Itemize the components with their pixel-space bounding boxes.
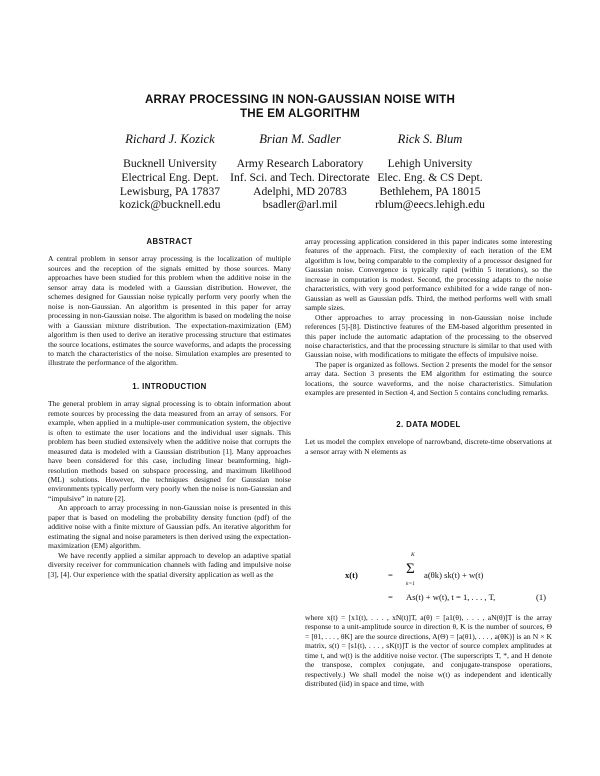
equation-equals: = <box>388 592 393 602</box>
equation-lhs: x(t) <box>345 570 358 580</box>
paragraph: An approach to array processing in non-Gaussian noise is presented in this paper that is based on modeling the probability density function (pdf) of the additive noise with a finite mixture of Gaussian pdfs. An iterative algorithm for estimating the signal and noise parameters is then derived using the expectation-maximization (EM) algorithm. <box>48 503 291 551</box>
right-column-continued <box>305 613 552 689</box>
author-email: rblum@eecs.lehigh.edu <box>375 198 485 212</box>
affiliation-line: Lewisburg, PA 17837 <box>119 184 221 198</box>
affiliation-line: Adelphi, MD 20783 <box>253 184 347 198</box>
title-line-2: THE EM ALGORITHM <box>240 107 360 120</box>
author-name: Rick S. Blum <box>397 132 463 146</box>
author-name: Richard J. Kozick <box>125 132 215 146</box>
author-affiliation <box>330 157 530 212</box>
section-heading-data-model: 2. DATA MODEL <box>396 419 461 429</box>
equation-rhs: As(t) + w(t), t = 1, . . . , T, <box>406 592 496 602</box>
author-email: bsadler@arl.mil <box>262 198 338 212</box>
equation-equals: = <box>388 570 393 580</box>
paper-title <box>0 93 600 121</box>
left-column <box>48 237 291 579</box>
affiliation-line: Inf. Sci. and Tech. Directorate <box>230 170 370 184</box>
affiliation-line: Electrical Eng. Dept. <box>121 170 219 184</box>
paragraph: Let us model the complex envelope of narrowband, discrete-time observations at a sensor array with N elements as <box>305 437 552 456</box>
paragraph: The paper is organized as follows. Section 2 presents the model for the sensor array data. Section 3 presents the EM algorithm for estimating the source locations, the source waveforms, and the noise characteristics. Simulation examples are presented in Section 4, and Section 5 contains concluding remarks. <box>305 359 552 398</box>
affiliation-line: Army Research Laboratory <box>236 157 364 170</box>
paragraph: array processing application considered in this paper indicates some interesting features of the approach. First, the complexity of each iteration of the EM algorithm is low, being comparable to the complexity of a processor designed for Gaussian noise. Convergence is typically rapid (within 5 iterations), so the increase in computation is modest. Second, the processing adapts to the noise characteristics, with very good performance exhibited for a wide range of non-Gaussian as well as Gaussian pdfs. Third, the method performs well with small sample sizes. <box>305 237 552 313</box>
summation-lower-limit: k=1 <box>406 581 415 587</box>
abstract-text: A central problem in sensor array processing is the localization of multiple sources and the reception of the signals emitted by those sources. Many approaches have been studied for this problem when the additive noise in the sensor array data is modeled with a Gaussian distribution. However, the schemes designed for Gaussian noise typically perform very poorly when the noise is non-Gaussian. An algorithm is presented in this paper for array processing in non-Gaussian noise. The algorithm is based on modeling the noise with a Gaussian mixture distribution. The expectation-maximization (EM) algorithm is then used to derive an iterative processing structure that estimates the source locations, estimates the source waveforms, and adapts the processing to match the characteristics of the noise. Simulation examples are presented to illustrate the performance of the algorithm. <box>48 254 291 368</box>
paragraph: Other approaches to array processing in non-Gaussian noise include references [5]-[8]. Distinctive features of the EM-based algorithm presented in this paper include the automatic adaptation of the processing to the observed noise characteristics, and that the processing structure is similar to that used with Gaussian noise, with modifications to mitigate the effects of impulsive noise. <box>305 312 552 360</box>
equation-rhs: a(θk) sk(t) + w(t) <box>424 570 484 580</box>
paragraph: We have recently applied a similar approach to develop an adaptive spatial diversity receiver for communication channels with fading and impulsive noise [3], [4]. Our experience with the spatial diversity application as well as the <box>48 550 291 579</box>
paragraph: where x(t) = [x1(t), . . . , xN(t)]T, a(θ) = [a1(θ), . . . , aN(θ)]T is the array response to a unit-amplitude source in direction θ, K is the number of sources, Θ = [θ1, . . . , θK] are the source directions, A(Θ) = [a(θ1), . . . , a(θK)] is an N × K matrix, s(t) = [s1(t), . . . , sK(t)]T is the vector of source complex amplitudes at time t, and w(t) is the additive noise vector. (The superscripts T, *, and H denote the transpose, complex conjugate, and conjugate-transpose operations, respectively.) We shall model the noise w(t) as independent and identically distributed (iid) in space and time, with <box>305 613 552 689</box>
title-line-1: ARRAY PROCESSING IN NON-GAUSSIAN NOISE WITH <box>144 93 456 106</box>
affiliation-line: Elec. Eng. & CS Dept. <box>377 170 483 184</box>
author-name: Brian M. Sadler <box>259 132 341 146</box>
section-heading-introduction: 1. INTRODUCTION <box>132 381 207 391</box>
affiliation-line: Lehigh University <box>387 157 473 170</box>
paragraph: The general problem in array signal processing is to obtain information about remote sources by processing the data measured from an array of sensors. For example, when applied in a multiple-user communication system, the objective is often to estimate the user locations and the individual user signals. This problem has been studied extensively when the additive noise that corrupts the measured data is modeled with a Gaussian distribution [1]. Many approaches have been considered for this case, including linear beamforming, high-resolution methods based on subspace processing, and maximum likelihood (ML) solutions. However, the techniques designed for Gaussian noise environments typically perform very poorly when the noise is non-Gaussian and “impulsive” in nature [2]. <box>48 399 291 503</box>
summation-symbol: Σ <box>406 561 415 577</box>
abstract-heading: ABSTRACT <box>146 237 193 246</box>
summation-upper-limit: K <box>411 552 415 558</box>
right-column <box>305 237 552 456</box>
affiliation-line: Bucknell University <box>123 157 217 170</box>
affiliation-line: Bethlehem, PA 18015 <box>379 184 481 198</box>
equation-number: (1) <box>536 592 547 602</box>
author-email: kozick@bucknell.edu <box>119 198 221 212</box>
